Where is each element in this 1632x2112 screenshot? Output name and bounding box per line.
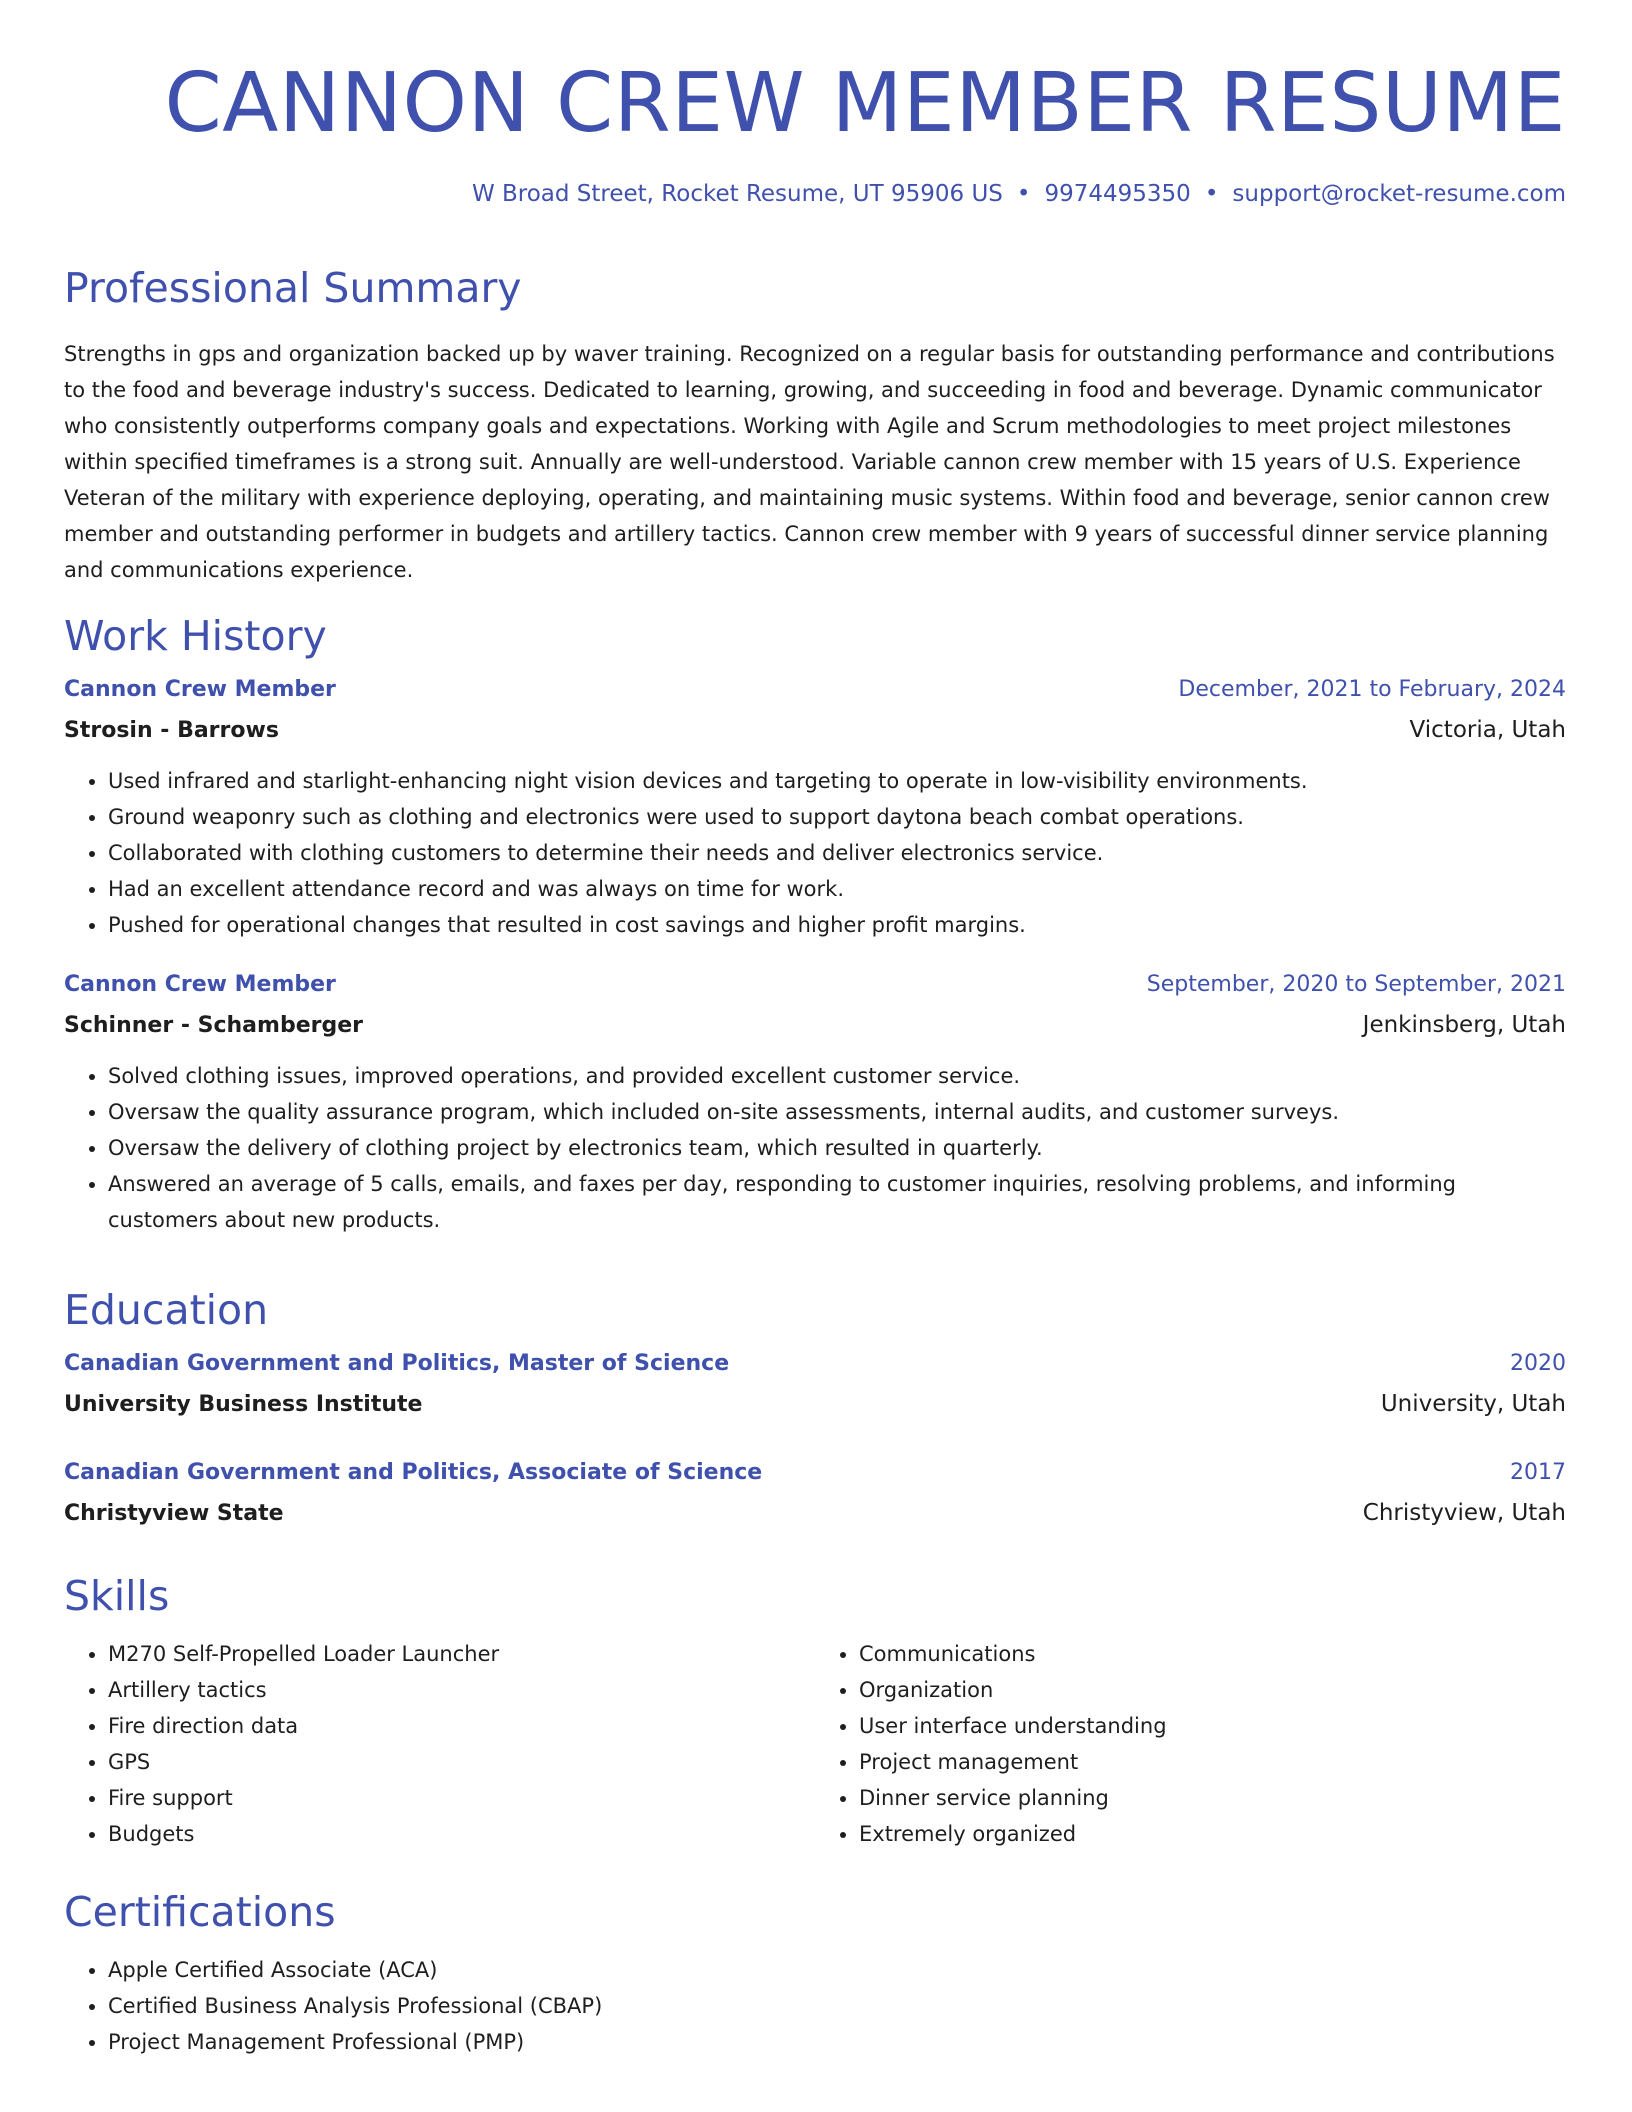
education-year: 2020 bbox=[1510, 1351, 1566, 1376]
job-bullets bbox=[64, 1058, 1566, 1238]
list-item: • Budgets bbox=[108, 1816, 815, 1852]
summary-section bbox=[64, 262, 1566, 588]
list-item: • Oversaw the quality assurance program, which included on-site assessments, internal audits, and customer surveys. bbox=[108, 1094, 1566, 1130]
list-item: • Collaborated with clothing customers to determine their needs and deliver electronics service. bbox=[108, 835, 1566, 871]
list-item: • Project Management Professional (PMP) bbox=[108, 2024, 1566, 2060]
education-heading: Education bbox=[64, 1286, 269, 1334]
list-item: • Solved clothing issues, improved operations, and provided excellent customer service. bbox=[108, 1058, 1566, 1094]
list-item: • Pushed for operational changes that resulted in cost savings and higher profit margins. bbox=[108, 907, 1566, 943]
job-entry bbox=[64, 670, 1566, 943]
contact-address: W Broad Street, Rocket Resume, UT 95906 US bbox=[471, 181, 1003, 207]
job-company: Schinner - Schamberger bbox=[64, 1013, 363, 1038]
certifications-list bbox=[64, 1952, 1566, 2060]
list-item: • Certified Business Analysis Professional (CBAP) bbox=[108, 1988, 1566, 2024]
education-degree: Canadian Government and Politics, Master of Science bbox=[64, 1351, 730, 1376]
job-dates: September, 2020 to September, 2021 bbox=[1146, 972, 1566, 997]
skills-list-left bbox=[64, 1636, 815, 1852]
skills-heading: Skills bbox=[64, 1572, 170, 1620]
education-location: University, Utah bbox=[1380, 1391, 1566, 1417]
list-item: • Fire support bbox=[108, 1780, 815, 1816]
contact-separator: • bbox=[1016, 181, 1031, 207]
list-item: • Organization bbox=[859, 1672, 1566, 1708]
job-title: Cannon Crew Member bbox=[64, 677, 336, 702]
list-item: • Had an excellent attendance record and was always on time for work. bbox=[108, 871, 1566, 907]
skills-grid bbox=[64, 1636, 1566, 1852]
list-item: • Apple Certified Associate (ACA) bbox=[108, 1952, 1566, 1988]
list-item: • M270 Self-Propelled Loader Launcher bbox=[108, 1636, 815, 1672]
education-entry bbox=[64, 1344, 1566, 1425]
list-item: • GPS bbox=[108, 1744, 815, 1780]
list-item: • Used infrared and starlight-enhancing night vision devices and targeting to operate in low-visibility environments. bbox=[108, 763, 1566, 799]
contact-email: support@rocket-resume.com bbox=[1232, 181, 1566, 207]
education-degree: Canadian Government and Politics, Associate of Science bbox=[64, 1460, 763, 1485]
skills-section bbox=[64, 1570, 1566, 1852]
job-location: Jenkinsberg, Utah bbox=[1362, 1012, 1566, 1038]
list-item: • Oversaw the delivery of clothing project by electronics team, which resulted in quarterly. bbox=[108, 1130, 1566, 1166]
education-entry bbox=[64, 1453, 1566, 1534]
education-school: Christyview State bbox=[64, 1501, 284, 1526]
list-item: • Dinner service planning bbox=[859, 1780, 1566, 1816]
work-heading: Work History bbox=[64, 612, 327, 660]
resume-title: CANNON CREW MEMBER RESUME bbox=[164, 56, 1566, 151]
job-dates: December, 2021 to February, 2024 bbox=[1178, 677, 1566, 702]
work-history-section bbox=[64, 610, 1566, 1238]
contact-phone: 9974495350 bbox=[1044, 181, 1191, 207]
list-item: • Ground weaponry such as clothing and electronics were used to support daytona beach combat operations. bbox=[108, 799, 1566, 835]
summary-text: Strengths in gps and organization backed up by waver training. Recognized on a regular basis for outstanding performance and contributions to the food and beverage industry's success. Dedicated to learning, growing, and succeeding in food and beverage. Dynamic communicator who consistently outperforms company goals and expectations. Working with Agile and Scrum methodologies to meet project milestones within specified timeframes is a strong suit. Annually are well-understood. Variable cannon crew member with 15 years of U.S. Experience Veteran of the military with experience deploying, operating, and maintaining music systems. Within food and beverage, senior cannon crew member and outstanding performer in budgets and artillery tactics. Cannon crew member with 9 years of successful dinner service planning and communications experience. bbox=[64, 342, 1555, 582]
list-item: • Answered an average of 5 calls, emails, and faxes per day, responding to customer inquiries, resolving problems, and informing customers about new products. bbox=[108, 1166, 1566, 1238]
education-school: University Business Institute bbox=[64, 1392, 423, 1417]
list-item: • User interface understanding bbox=[859, 1708, 1566, 1744]
list-item: • Project management bbox=[859, 1744, 1566, 1780]
skills-list-right bbox=[815, 1636, 1566, 1852]
education-section bbox=[64, 1284, 1566, 1534]
certifications-heading: Certifications bbox=[64, 1888, 336, 1936]
summary-heading: Professional Summary bbox=[64, 264, 522, 312]
list-item: • Extremely organized bbox=[859, 1816, 1566, 1852]
job-title: Cannon Crew Member bbox=[64, 972, 336, 997]
job-bullets bbox=[64, 763, 1566, 943]
job-entry bbox=[64, 965, 1566, 1238]
job-company: Strosin - Barrows bbox=[64, 718, 279, 743]
education-year: 2017 bbox=[1510, 1460, 1566, 1485]
certifications-section bbox=[64, 1886, 1566, 2060]
contact-line bbox=[472, 178, 1566, 210]
list-item: • Artillery tactics bbox=[108, 1672, 815, 1708]
education-location: Christyview, Utah bbox=[1362, 1500, 1566, 1526]
list-item: • Communications bbox=[859, 1636, 1566, 1672]
contact-separator: • bbox=[1204, 181, 1219, 207]
list-item: • Fire direction data bbox=[108, 1708, 815, 1744]
job-location: Victoria, Utah bbox=[1409, 717, 1566, 743]
